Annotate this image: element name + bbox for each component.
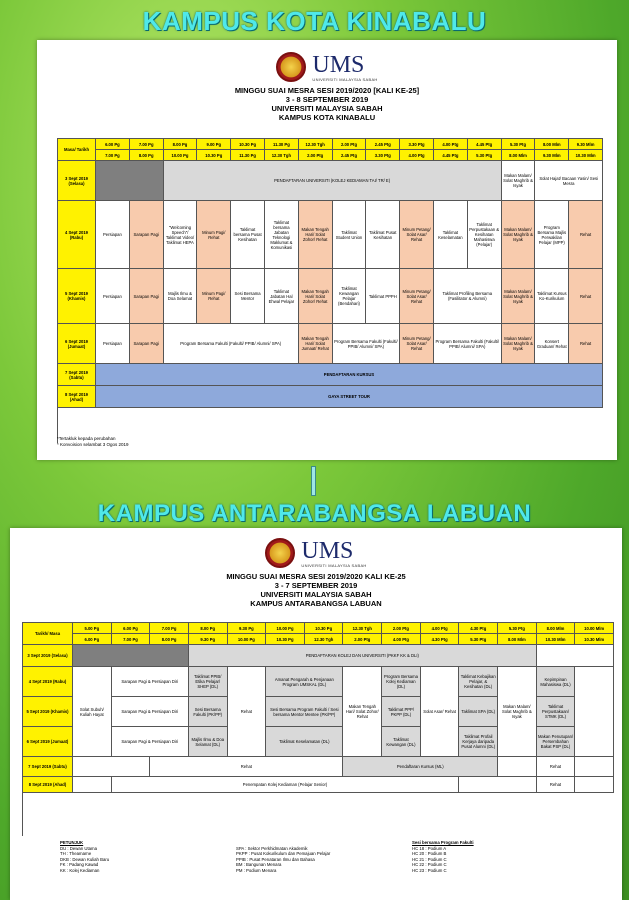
time-header: 7.00 Pg	[150, 623, 189, 634]
time-header: 7.00 Pg	[130, 139, 164, 150]
event-cell: Solat Hajat/ Bacaan Yasin/ Sesi Mesra	[535, 161, 603, 201]
event-cell: Sesi Bersama Program Fakulti / Sesi bersama Mentor Mentee (PK/PP)	[266, 697, 343, 727]
empty-slot	[73, 757, 150, 777]
time-header: 12.30 Tgh	[343, 623, 382, 634]
legend-item: PPIB : Pusat Penataran Ilmu dan Bahasa	[236, 856, 315, 862]
time-header: 2.00 Ptg	[333, 139, 367, 150]
time-header: 2.00 Ptg	[382, 623, 421, 634]
legend-item: HC 22 : Podium C	[412, 862, 447, 868]
time-header: 9.30 Pg	[189, 634, 228, 645]
event-cell: Taklimat PPIB/ Etika Pelajar/ SHEP (DL)	[189, 667, 228, 697]
time-header: 10.30 Pg	[197, 150, 231, 161]
legend-item: PM : Podium Menara	[236, 867, 277, 873]
time-header: 5.30 Ptg	[459, 634, 498, 645]
event-cell: Amanat Pengarah & Penjanaan Program UMSKAL (DL)	[266, 667, 343, 697]
date-cell: 3 Sept 2019 (Selasa)	[58, 161, 96, 201]
heading-line: UNIVERSITI MALAYSIA SABAH	[271, 104, 383, 113]
event-cell: PENDAFTARAN KURSUS	[96, 364, 603, 386]
logo-text: UMS	[312, 51, 365, 78]
schedule-table-kk	[57, 138, 603, 443]
time-header: 10.00 Mlm	[575, 623, 614, 634]
event-cell: Taklimat PPP/ PKPP (DL)	[382, 697, 421, 727]
heading-line: UNIVERSITI MALAYSIA SABAH	[260, 590, 372, 599]
time-header: 12.30 Tgh	[305, 634, 344, 645]
date-cell: 6 Sept 2019 (Jumaat)	[23, 727, 73, 757]
event-cell: Sesi Bersama Fakulti (PK/PP)	[189, 697, 228, 727]
heading-line: MINGGU SUAI MESRA SESI 2019/2020 KALI KE-25	[226, 572, 406, 581]
event-cell: Sarapan Pagi	[130, 269, 164, 324]
time-header: 4.30 Ptg	[459, 623, 498, 634]
time-header: 10.30 Mlm	[575, 634, 614, 645]
legend	[60, 840, 580, 874]
footnote: *Tertakluk kepada perubahan	[57, 436, 116, 441]
footnote: * Konvoision selambat 3 Ogos 2019	[57, 442, 129, 447]
event-cell: PENDAFTARAN UNIVERSITI (KOLEJ KEDIAMAN TAI/ TR/ E)	[164, 161, 502, 201]
event-cell: Majlis Ilmu & Doa Selamat	[164, 269, 198, 324]
ums-logo	[10, 538, 622, 568]
date-cell: 7 Sept 2019 (Sabtu)	[23, 757, 73, 777]
legend-item: FK : Padang Kawad	[60, 862, 99, 868]
schedule-document-labuan	[10, 528, 622, 900]
event-cell: Solat Subuh/ Kuliah Hayat	[73, 667, 112, 757]
event-cell: Minum Pagi/ Rehat	[197, 269, 231, 324]
logo-subtitle: UNIVERSITI MALAYSIA SABAH	[312, 76, 378, 82]
time-header: 8.00 Mlm	[537, 623, 576, 634]
legend-item: PKPP : Pusat Kokurikulum dan Pemajuan Pelajar	[236, 851, 331, 857]
empty-slot	[537, 645, 614, 667]
event-cell: Taklimat Student Union	[333, 201, 367, 269]
legend-heading: Sesi bersama Program Fakulti	[412, 840, 474, 845]
event-cell: Taklimat Kewangan Pelajar (Bendahari)	[333, 269, 367, 324]
time-header: 4.30 Ptg	[421, 634, 460, 645]
connector-line	[311, 466, 316, 496]
event-cell: Minum Petang/ Solat Asar/ Rehat	[400, 324, 434, 364]
event-cell: Taklimat PPPH	[366, 269, 400, 324]
event-cell: Makan Tengah Hari/ Solat Zohor/ Rehat	[343, 667, 382, 757]
event-cell: GAYA STREET TOUR	[96, 386, 603, 408]
event-cell: Minum Petang/ Solat Asar/ Rehat	[400, 201, 434, 269]
time-header: 9.00 Pg	[197, 139, 231, 150]
legend-item: DKB : Dewan Kuliah Baru	[60, 856, 110, 862]
legend-item: SPA : Sektor Perkhidmatan Akademik	[236, 845, 308, 851]
time-header: 7.00 Pg	[112, 634, 151, 645]
ums-seal-icon	[265, 538, 295, 568]
time-header: 10.00 Pg	[164, 150, 198, 161]
empty-slot	[575, 757, 614, 777]
time-header: 5.30 Ptg	[502, 139, 536, 150]
legend-item: TH : Theamarne	[60, 851, 92, 857]
empty-slot	[498, 757, 537, 777]
banner-kota-kinabalu: KAMPUS KOTA KINABALU	[142, 6, 487, 36]
event-cell: Makan Malam/ Solat Maghrib & Isyak	[502, 324, 536, 364]
time-header: 6.00 Pg	[73, 634, 112, 645]
event-cell: PENDAFTARAN KOLEJ DAN UNIVERSITI (PKKF KK & DLI)	[189, 645, 537, 667]
event-cell: Makan Malam/ Solat Maghrib & Isyak	[502, 161, 536, 201]
event-cell: Makan Tengah Hari/ Solat Jumaat/ Rehat	[299, 324, 333, 364]
schedule-document-kk	[37, 40, 617, 460]
corner-header: Masa/ Tarikh	[58, 139, 96, 161]
time-header: 10.30 Pg	[266, 634, 305, 645]
footnotes	[57, 436, 129, 448]
logo-subtitle: UNIVERSITI MALAYSIA SABAH	[301, 562, 367, 568]
legend-item: HC 21 : Podium C	[412, 856, 447, 862]
time-header: 9.30 Pg	[228, 623, 267, 634]
event-cell: Rehat	[569, 324, 603, 364]
time-header: 7.00 Pg	[96, 150, 130, 161]
time-header: 5.00 Pg	[73, 623, 112, 634]
date-cell: 6 Sept 2019 (Jumaat)	[58, 324, 96, 364]
event-cell: Program Bersama Fakulti (Fakulti/ PPIB/ Alumni/ SPA)	[434, 324, 502, 364]
event-cell: Makan Malam/ Solat Maghrib & Isyak	[498, 667, 537, 757]
event-cell: Konsert Graduan/ Rehat	[535, 324, 569, 364]
time-header: 9.30 Mlm	[535, 150, 569, 161]
event-cell: Makan Malam/ Solat Maghrib & Isyak	[502, 269, 536, 324]
event-cell: Rehat	[569, 269, 603, 324]
event-cell: Kepimpinan Mahasiswa (DL)	[537, 667, 576, 697]
event-cell: Rehat	[150, 757, 343, 777]
event-cell: Sesi Bersama Mentor	[231, 269, 265, 324]
event-cell: Taklimat Perpustakaan & Kesihatan Mahasiswa (Pelajar)	[468, 201, 502, 269]
event-cell: Majlis Ilmu & Doa Selamat (DL)	[189, 727, 228, 757]
time-header: 8.00 Mlm	[502, 150, 536, 161]
time-header: 10.30 Pg	[231, 139, 265, 150]
schedule-heading	[10, 572, 622, 608]
event-cell: Makan Tengah Hari/ Solat Zohor/ Rehat	[299, 201, 333, 269]
event-cell: Taklimat bersama Jabatan Teknologi Maklumat & Komunikasi	[265, 201, 299, 269]
time-header: 5.30 Ptg	[498, 623, 537, 634]
event-cell: Sarapan Pagi & Persiapan Diri	[112, 667, 189, 697]
legend-item: BM : Bangunan Menara	[236, 862, 282, 868]
event-cell: Minum Pagi/ Rehat	[197, 201, 231, 269]
time-header: 4.45 Ptg	[434, 150, 468, 161]
ums-seal-icon	[276, 52, 306, 82]
empty-slot	[73, 645, 189, 667]
event-cell: Penempatan Kolej Kediaman (Pelajar Senior)	[112, 777, 460, 793]
time-header: 5.30 Ptg	[468, 150, 502, 161]
event-cell: Pendaftaran Kursus (ML)	[343, 757, 498, 777]
banner-labuan: KAMPUS ANTARABANGSA LABUAN	[97, 500, 532, 527]
date-cell: 3 Sept 2019 (Selasa)	[23, 645, 73, 667]
time-header: 6.00 Pg	[112, 623, 151, 634]
time-header: 8.00 Pg	[189, 623, 228, 634]
time-header: 4.45 Ptg	[468, 139, 502, 150]
empty-slot	[575, 667, 614, 757]
event-cell: Sarapan Pagi & Persiapan Diri	[112, 697, 189, 727]
heading-line: MINGGU SUAI MESRA SESI 2019/2020 [KALI KE-25]	[234, 86, 420, 95]
time-header: 10.30 Pg	[305, 623, 344, 634]
event-cell: Sarapan Pagi & Persiapan Diri	[112, 727, 189, 757]
time-header: 4.00 Ptg	[434, 139, 468, 150]
event-cell: Program Bersama Kolej Kediaman (DL)	[382, 667, 421, 697]
heading-line: KAMPUS KOTA KINABALU	[278, 113, 376, 122]
event-cell: Taklimat SPA (DL)	[459, 697, 498, 727]
date-cell: 7 Sept 2019 (Sabtu)	[58, 364, 96, 386]
event-cell: "Welcoming Speech"/ Taklimat Video/ Taklimat HEPA	[164, 201, 198, 269]
heading-line: KAMPUS ANTARABANGSA LABUAN	[250, 599, 382, 608]
event-cell: Persiapan	[96, 269, 130, 324]
event-cell: Taklimat Jabatan Hal Ehwal Pelajar	[265, 269, 299, 324]
time-header: 10.30 Mlm	[537, 634, 576, 645]
event-cell: Rehat	[537, 757, 576, 777]
time-header: 2.00 Ptg	[343, 634, 382, 645]
legend-item: DU : Dewan Utama	[60, 845, 98, 851]
time-header: 3.30 Ptg	[366, 150, 400, 161]
legend-item: HC 23 : Podium C	[412, 867, 447, 873]
date-cell: 5 Sept 2019 (Khamis)	[23, 697, 73, 727]
event-cell: Minum Petang/ Solat Asar/ Rehat	[400, 269, 434, 324]
date-cell: 4 Sept 2019 (Rabu)	[58, 201, 96, 269]
event-cell: Taklimat Keselamatan (DL)	[266, 727, 343, 757]
event-cell: Taklimat Kewangan (DL)	[382, 727, 421, 757]
empty-slot	[459, 777, 536, 793]
time-header: 12.30 Tgh	[265, 150, 299, 161]
time-header: 11.30 Pg	[265, 139, 299, 150]
time-header: 10.00 Pg	[228, 634, 267, 645]
logo-text: UMS	[301, 537, 354, 564]
event-cell: Sarapan Pagi	[130, 324, 164, 364]
event-cell: Program Bersama Majlis Perwakilan Pelajar (MPP)	[535, 201, 569, 269]
corner-header: Tarikh/ Masa	[23, 623, 73, 645]
time-header: 10.30 Mlm	[569, 150, 603, 161]
event-cell: Program Bersama Fakulti (Fakulti/ PPIB/ Alumni/ SPA)	[333, 324, 401, 364]
empty-slot	[575, 777, 614, 793]
legend-item: HC 20 : Podium B	[412, 851, 447, 857]
time-header: 8.00 Mlm	[535, 139, 569, 150]
time-header: 8.00 Pg	[150, 634, 189, 645]
event-cell: Taklimat Profiling Bersama (Fasilitator & Alumni)	[434, 269, 502, 324]
time-header: 9.30 Mlm	[569, 139, 603, 150]
event-cell: Taklimat Pusat Kesihatan	[366, 201, 400, 269]
event-cell: Taklimat Kebajikan Pelajar, & Kesihatan (DL)	[459, 667, 498, 697]
event-cell: Taklimat Perpustakaan/ STMK (DL)	[537, 697, 576, 727]
event-cell: Rehat	[537, 777, 576, 793]
legend-heading: PETUNJUK	[60, 840, 84, 845]
event-cell: Makan Malam/ Solat Maghrib & Isyak	[502, 201, 536, 269]
time-header: 12.30 Tgh	[299, 139, 333, 150]
time-header: 8.00 Mlm	[498, 634, 537, 645]
legend-item: KK : Kolej Kediaman	[60, 867, 100, 873]
time-header: 2.00 Ptg	[299, 150, 333, 161]
heading-line: 3 - 7 SEPTEMBER 2019	[274, 581, 358, 590]
legend-item: HC 18 : Podium A	[412, 845, 447, 851]
event-cell: Program Bersama Fakulti (Fakulti/ PPIB/ Alumni/ SPA)	[164, 324, 299, 364]
event-cell: Solat Asar/ Rehat	[421, 667, 460, 757]
event-cell: Taklimat Kursus Ko-Kurikulum	[535, 269, 569, 324]
schedule-table-labuan	[22, 622, 614, 836]
schedule-heading	[37, 86, 617, 122]
heading-line: 3 - 8 SEPTEMBER 2019	[285, 95, 369, 104]
date-cell: 8 Sept 2019 (Ahad)	[23, 777, 73, 793]
time-header: 2.45 Ptg	[333, 150, 367, 161]
event-cell: Taklimat bersama Pusat Kesihatan	[231, 201, 265, 269]
time-header: 4.00 Ptg	[382, 634, 421, 645]
empty-slot	[73, 777, 112, 793]
event-cell: Makan Tengah Hari/ Solat Zohor/ Rehat	[299, 269, 333, 324]
time-header: 6.00 Pg	[96, 139, 130, 150]
time-header: 4.00 Ptg	[400, 150, 434, 161]
time-header: 8.00 Pg	[130, 150, 164, 161]
time-header: 10.00 Pg	[266, 623, 305, 634]
ums-logo	[37, 52, 617, 82]
event-cell: Makan Penutupan/ Persembahan Bakat PSP (DL)	[537, 727, 576, 757]
event-cell: Taklimat Keselamatan	[434, 201, 468, 269]
event-cell: Persiapan	[96, 201, 130, 269]
event-cell: Sarapan Pagi	[130, 201, 164, 269]
empty-slot	[96, 161, 164, 201]
time-header: 3.30 Ptg	[400, 139, 434, 150]
date-cell: 5 Sept 2019 (Khamis)	[58, 269, 96, 324]
event-cell: Rehat	[228, 667, 267, 757]
event-cell: Rehat	[569, 201, 603, 269]
time-header: 4.00 Ptg	[421, 623, 460, 634]
time-header: 11.30 Pg	[231, 150, 265, 161]
time-header: 8.00 Pg	[164, 139, 198, 150]
event-cell: Taklimat Profail Kerjaya daripada Pusat Alumni (DL)	[459, 727, 498, 757]
event-cell: Persiapan	[96, 324, 130, 364]
time-header: 2.45 Ptg	[366, 139, 400, 150]
date-cell: 4 Sept 2019 (Rabu)	[23, 667, 73, 697]
date-cell: 8 Sept 2019 (Ahad)	[58, 386, 96, 408]
